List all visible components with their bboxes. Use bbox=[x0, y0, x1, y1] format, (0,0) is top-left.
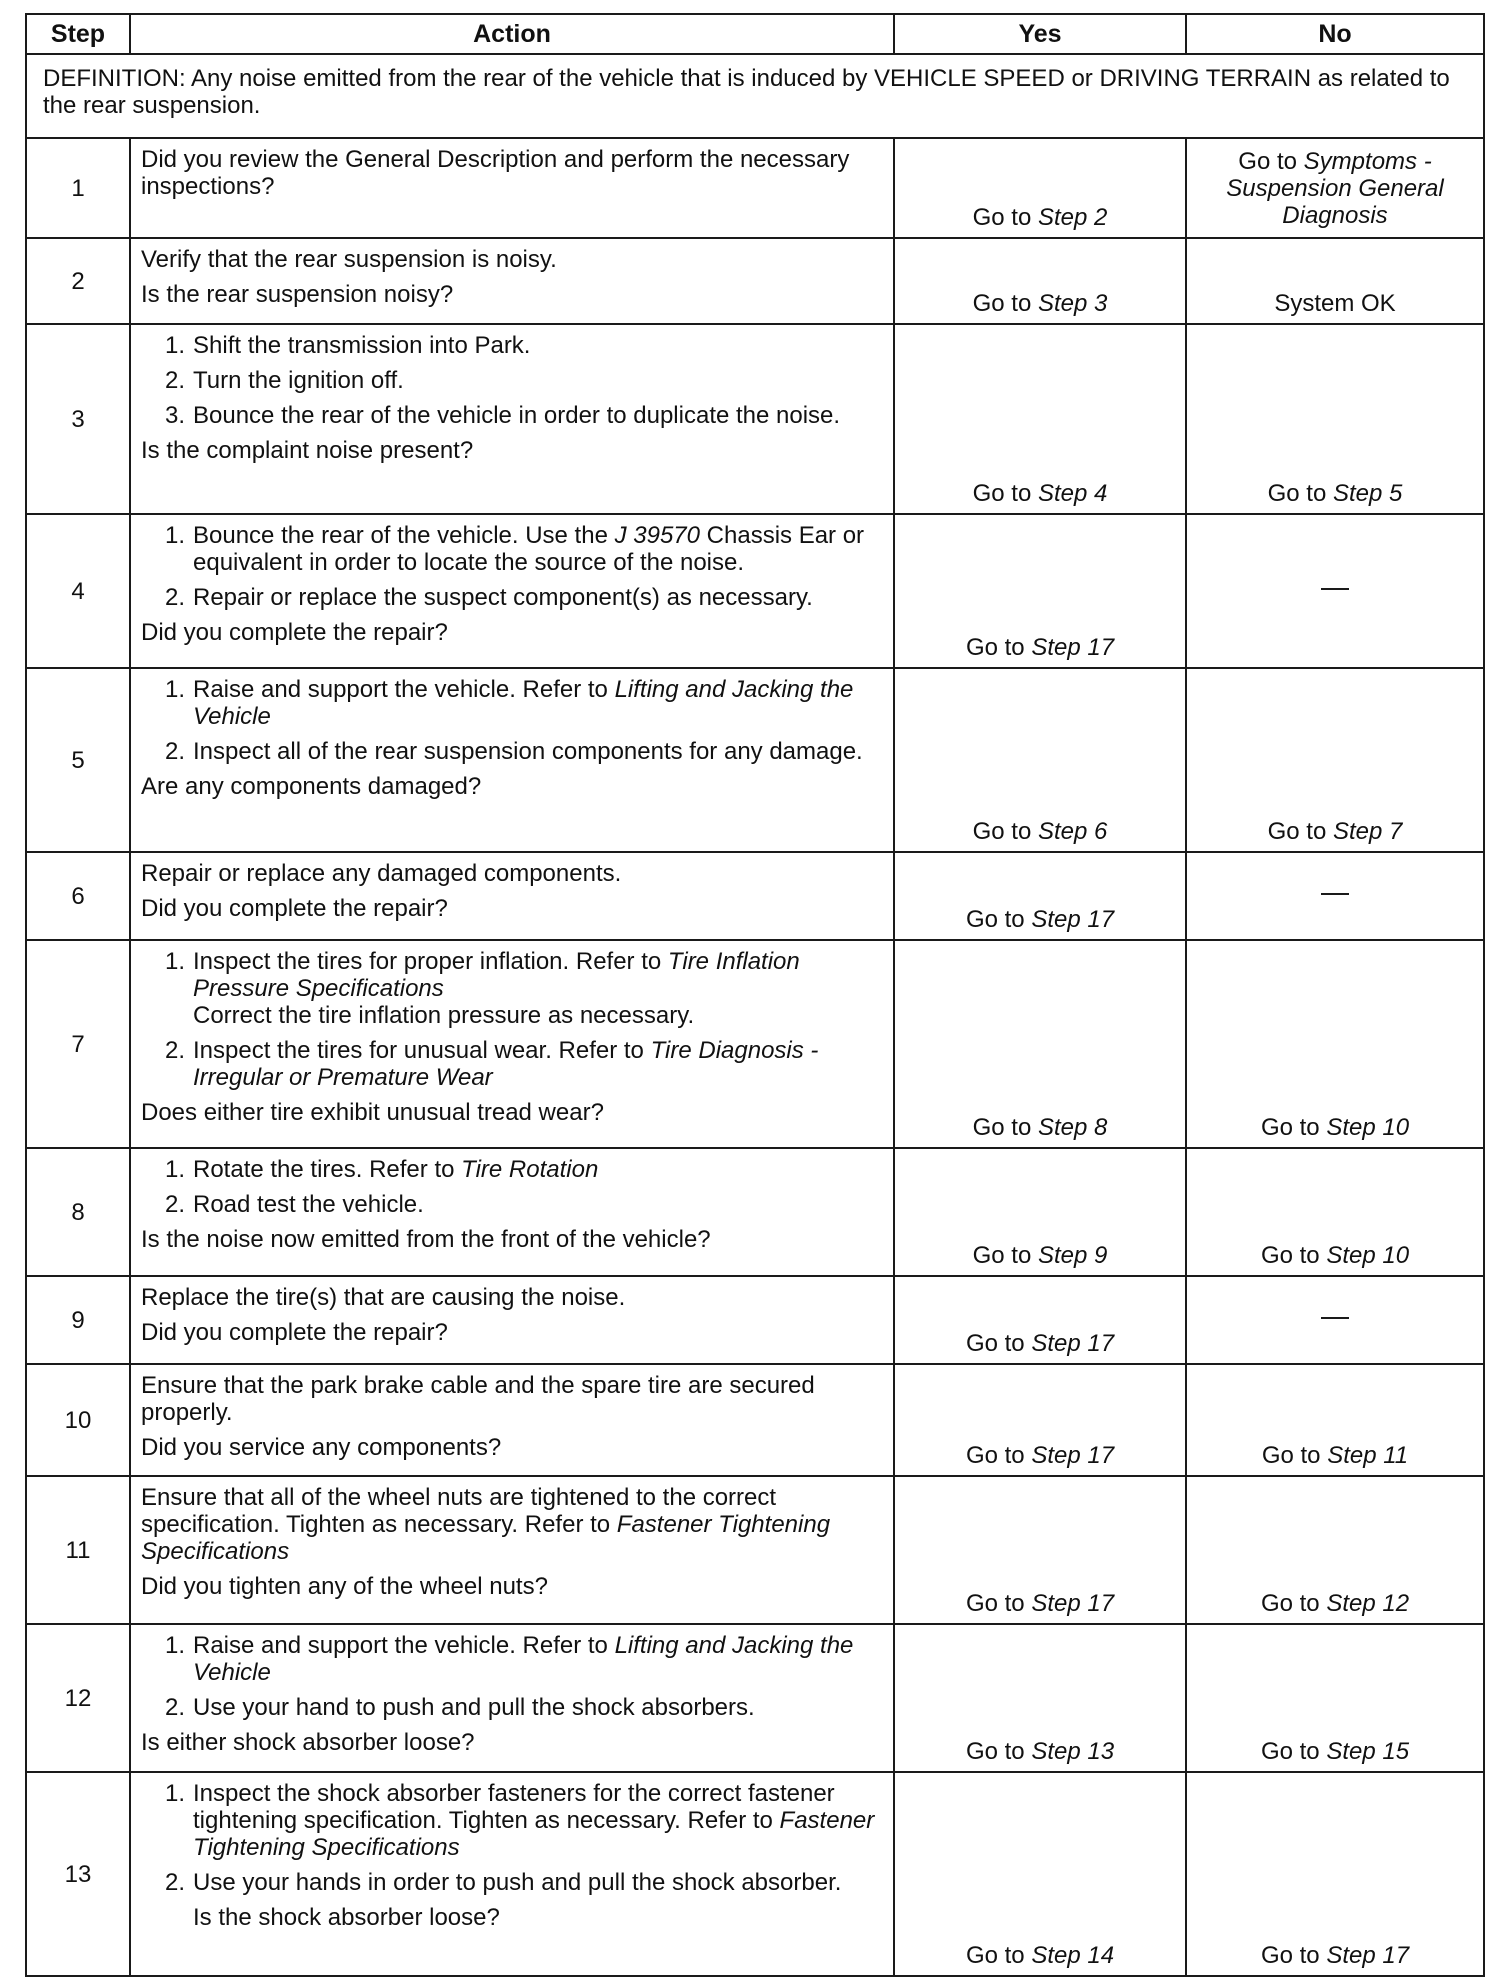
no-result bbox=[1186, 1624, 1484, 1772]
action-paragraph bbox=[141, 1484, 885, 1565]
action-question: Are any components damaged? bbox=[141, 773, 482, 800]
item-number: 1. bbox=[164, 1632, 185, 1659]
item-body: Bounce the rear of the vehicle. Use the bbox=[193, 522, 615, 549]
yes-goto bbox=[966, 634, 1114, 661]
action-text: Ensure that all of the wheel nuts are tightened to the correct specification. Tighten as necessary. Refer to bbox=[141, 1484, 777, 1538]
item-body: Turn the ignition off. bbox=[193, 367, 404, 394]
action-paragraph: Replace the tire(s) that are causing the noise. bbox=[141, 1284, 626, 1311]
action-list bbox=[141, 1632, 885, 1721]
item-text bbox=[193, 1156, 885, 1183]
no-goto-prefix: Go to bbox=[1267, 480, 1333, 507]
action-list-item bbox=[141, 332, 885, 359]
no-result bbox=[1186, 1276, 1484, 1364]
diagnostic-table-sheet bbox=[25, 13, 1483, 1977]
header-row bbox=[26, 14, 1484, 54]
item-body: Inspect the tires for unusual wear. Refer to bbox=[193, 1037, 651, 1064]
definition-text: DEFINITION: Any noise emitted from the rear of the vehicle that is induced by VEHICLE SPEED or DRIVING TERRAIN as related to the rear suspension. bbox=[26, 54, 1484, 138]
item-number: 1. bbox=[164, 1780, 185, 1807]
step-row bbox=[26, 138, 1484, 238]
yes-result bbox=[894, 138, 1186, 238]
action-list-item bbox=[141, 1869, 885, 1896]
yes-goto bbox=[966, 1738, 1114, 1765]
action-list-item bbox=[141, 676, 885, 730]
step-number: 10 bbox=[26, 1364, 130, 1476]
no-result bbox=[1186, 324, 1484, 514]
no-result bbox=[1186, 668, 1484, 852]
action-list bbox=[141, 676, 885, 765]
item-number: 1. bbox=[164, 948, 185, 975]
action-list-item bbox=[141, 522, 885, 576]
step-number: 7 bbox=[26, 940, 130, 1148]
item-body: Bounce the rear of the vehicle in order to duplicate the noise. bbox=[193, 402, 841, 429]
no-result bbox=[1186, 1148, 1484, 1276]
yes-goto-prefix: Go to bbox=[972, 1114, 1038, 1141]
step-action bbox=[130, 1624, 894, 1772]
item-body: Shift the transmission into Park. bbox=[193, 332, 531, 359]
step-action bbox=[130, 1772, 894, 1976]
yes-goto-prefix: Go to bbox=[965, 1442, 1032, 1469]
action-list-item bbox=[141, 1632, 885, 1686]
action-list-item bbox=[141, 1037, 885, 1091]
step-action bbox=[130, 324, 894, 514]
yes-goto-ref: Step 9 bbox=[1037, 1242, 1108, 1269]
yes-goto-prefix: Go to bbox=[972, 1242, 1038, 1269]
no-result bbox=[1186, 1772, 1484, 1976]
action-list-item bbox=[141, 948, 885, 1029]
step-number: 2 bbox=[26, 238, 130, 324]
item-reference: Tire Inflation Pressure Specifications bbox=[193, 948, 800, 1002]
step-action bbox=[130, 138, 894, 238]
yes-goto-prefix: Go to bbox=[972, 818, 1038, 845]
action-question: Is the rear suspension noisy? bbox=[141, 281, 454, 308]
step-number: 8 bbox=[26, 1148, 130, 1276]
item-text bbox=[193, 738, 885, 765]
action-question: Did you complete the repair? bbox=[141, 895, 448, 922]
diagnostic-table bbox=[25, 13, 1485, 1977]
step-action bbox=[130, 940, 894, 1148]
yes-result bbox=[894, 1148, 1186, 1276]
header-yes: Yes bbox=[894, 14, 1186, 54]
yes-goto-ref: Step 17 bbox=[1031, 634, 1115, 661]
action-question: Is the noise now emitted from the front of the vehicle? bbox=[141, 1226, 711, 1253]
step-number: 13 bbox=[26, 1772, 130, 1976]
no-goto-prefix: Go to bbox=[1260, 1242, 1327, 1269]
item-number: 2. bbox=[164, 1869, 185, 1896]
item-body: Use your hand to push and pull the shock absorbers. bbox=[193, 1694, 755, 1721]
no-goto bbox=[1261, 1738, 1409, 1765]
no-goto-ref: Step 5 bbox=[1332, 480, 1403, 507]
item-text bbox=[193, 332, 885, 359]
no-goto-prefix: Go to bbox=[1260, 1738, 1327, 1765]
step-action bbox=[130, 1476, 894, 1624]
step-number: 9 bbox=[26, 1276, 130, 1364]
yes-goto bbox=[973, 290, 1108, 317]
yes-goto bbox=[966, 906, 1114, 933]
item-text bbox=[193, 522, 885, 576]
yes-result bbox=[894, 852, 1186, 940]
step-row bbox=[26, 1276, 1484, 1364]
step-number: 1 bbox=[26, 138, 130, 238]
no-goto-prefix: Go to bbox=[1238, 148, 1304, 175]
no-result bbox=[1186, 852, 1484, 940]
yes-result bbox=[894, 1276, 1186, 1364]
yes-goto-prefix: Go to bbox=[972, 480, 1038, 507]
item-body: Chassis Ear or equivalent in order to locate the source of the noise. bbox=[193, 522, 865, 576]
no-goto-prefix: Go to bbox=[1260, 1114, 1327, 1141]
yes-goto-ref: Step 8 bbox=[1037, 1114, 1108, 1141]
action-list-item bbox=[141, 1780, 885, 1861]
item-number: 1. bbox=[164, 1156, 185, 1183]
no-goto bbox=[1262, 1442, 1408, 1469]
yes-goto-ref: Step 17 bbox=[1031, 1442, 1115, 1469]
action-list-item bbox=[141, 1191, 885, 1218]
yes-goto-ref: Step 17 bbox=[1031, 906, 1115, 933]
step-row bbox=[26, 852, 1484, 940]
action-list-item bbox=[141, 584, 885, 611]
no-goto bbox=[1261, 1114, 1409, 1141]
item-reference: Tire Rotation bbox=[461, 1156, 599, 1183]
header-step: Step bbox=[26, 14, 130, 54]
yes-goto-ref: Step 4 bbox=[1037, 480, 1108, 507]
step-row bbox=[26, 1364, 1484, 1476]
no-action-dash bbox=[1321, 893, 1349, 895]
yes-goto-ref: Step 17 bbox=[1031, 1330, 1115, 1357]
no-result bbox=[1186, 138, 1484, 238]
action-reference: Fastener Tightening Specifications bbox=[141, 1511, 831, 1565]
yes-goto-ref: Step 14 bbox=[1031, 1942, 1115, 1969]
yes-goto-ref: Step 6 bbox=[1037, 818, 1108, 845]
action-list bbox=[141, 948, 885, 1091]
step-row bbox=[26, 238, 1484, 324]
action-list-item bbox=[141, 402, 885, 429]
item-text bbox=[193, 584, 885, 611]
no-goto bbox=[1226, 148, 1443, 229]
item-reference: Tire Diagnosis - Irregular or Premature Wear bbox=[193, 1037, 819, 1091]
item-number: 2. bbox=[164, 738, 185, 765]
yes-goto-ref: Step 13 bbox=[1031, 1738, 1115, 1765]
item-text bbox=[193, 402, 885, 429]
item-body: Rotate the tires. Refer to bbox=[193, 1156, 462, 1183]
action-paragraph: Verify that the rear suspension is noisy. bbox=[141, 246, 557, 273]
step-action bbox=[130, 238, 894, 324]
step-action bbox=[130, 514, 894, 668]
step-number: 12 bbox=[26, 1624, 130, 1772]
item-number: 2. bbox=[164, 367, 185, 394]
yes-goto-prefix: Go to bbox=[965, 1590, 1032, 1617]
action-question: Did you service any components? bbox=[141, 1434, 502, 1461]
no-goto bbox=[1268, 480, 1403, 507]
no-result bbox=[1186, 1476, 1484, 1624]
yes-goto bbox=[966, 1442, 1114, 1469]
item-text bbox=[193, 948, 885, 1029]
no-goto bbox=[1261, 1942, 1409, 1969]
item-text bbox=[193, 1780, 885, 1861]
no-goto bbox=[1261, 1590, 1409, 1617]
yes-goto-prefix: Go to bbox=[972, 290, 1038, 317]
yes-result bbox=[894, 1364, 1186, 1476]
no-goto-prefix: Go to bbox=[1260, 1942, 1327, 1969]
step-row bbox=[26, 1476, 1484, 1624]
action-question: Is the complaint noise present? bbox=[141, 437, 474, 464]
item-number: 2. bbox=[164, 1694, 185, 1721]
no-goto bbox=[1268, 818, 1403, 845]
item-number: 2. bbox=[164, 584, 185, 611]
yes-result bbox=[894, 1476, 1186, 1624]
item-body: Inspect the shock absorber fasteners for the correct fastener tightening specification. Tighten as necessary. Refer to bbox=[193, 1780, 835, 1834]
action-paragraph: Did you review the General Description and perform the necessary inspections? bbox=[141, 146, 850, 200]
action-question: Does either tire exhibit unusual tread wear? bbox=[141, 1099, 604, 1126]
item-text bbox=[193, 1037, 885, 1091]
action-paragraph: Repair or replace any damaged components. bbox=[141, 860, 622, 887]
step-action bbox=[130, 1364, 894, 1476]
yes-goto bbox=[973, 1242, 1108, 1269]
no-action-dash bbox=[1321, 588, 1349, 590]
action-question: Did you complete the repair? bbox=[141, 619, 448, 646]
no-goto-ref: Step 17 bbox=[1326, 1942, 1410, 1969]
action-list bbox=[141, 332, 885, 429]
no-result bbox=[1186, 1364, 1484, 1476]
action-list bbox=[141, 1156, 885, 1218]
item-text bbox=[193, 367, 885, 394]
item-number: 2. bbox=[164, 1037, 185, 1064]
step-number: 4 bbox=[26, 514, 130, 668]
yes-goto-ref: Step 3 bbox=[1037, 290, 1108, 317]
yes-goto-prefix: Go to bbox=[965, 1942, 1032, 1969]
item-text bbox=[193, 1191, 885, 1218]
step-action bbox=[130, 668, 894, 852]
no-goto-ref: Step 10 bbox=[1326, 1114, 1410, 1141]
step-row bbox=[26, 514, 1484, 668]
item-number: 2. bbox=[164, 1191, 185, 1218]
step-action bbox=[130, 1148, 894, 1276]
no-result: System OK bbox=[1186, 238, 1484, 324]
yes-goto bbox=[973, 480, 1108, 507]
no-goto-prefix: Go to bbox=[1260, 1590, 1327, 1617]
no-goto-prefix: Go to bbox=[1267, 818, 1333, 845]
yes-goto bbox=[973, 204, 1108, 231]
yes-goto-prefix: Go to bbox=[965, 906, 1032, 933]
no-goto-ref: Symptoms - Suspension General Diagnosis bbox=[1226, 148, 1444, 229]
yes-result bbox=[894, 238, 1186, 324]
yes-goto bbox=[966, 1942, 1114, 1969]
item-reference: Lifting and Jacking the Vehicle bbox=[193, 1632, 854, 1686]
item-number: 1. bbox=[164, 522, 185, 549]
item-body: Repair or replace the suspect component(s) as necessary. bbox=[193, 584, 813, 611]
item-reference: Fastener Tightening Specifications bbox=[193, 1807, 875, 1861]
yes-result bbox=[894, 514, 1186, 668]
item-body: Inspect all of the rear suspension components for any damage. bbox=[193, 738, 863, 765]
item-text bbox=[193, 1869, 885, 1896]
no-goto-ref: Step 7 bbox=[1332, 818, 1403, 845]
yes-goto-prefix: Go to bbox=[965, 634, 1032, 661]
action-paragraph: Ensure that the park brake cable and the spare tire are secured properly. bbox=[141, 1372, 815, 1426]
item-text bbox=[193, 676, 885, 730]
no-goto-prefix: Go to bbox=[1261, 1442, 1328, 1469]
item-text bbox=[193, 1632, 885, 1686]
no-goto-ref: Step 11 bbox=[1327, 1442, 1409, 1469]
step-number: 6 bbox=[26, 852, 130, 940]
action-list bbox=[141, 1780, 885, 1896]
no-goto-ref: Step 10 bbox=[1326, 1242, 1410, 1269]
action-list-item bbox=[141, 1694, 885, 1721]
yes-goto bbox=[973, 1114, 1108, 1141]
item-text bbox=[193, 1694, 885, 1721]
item-number: 1. bbox=[164, 332, 185, 359]
yes-goto bbox=[966, 1330, 1114, 1357]
no-result bbox=[1186, 514, 1484, 668]
step-action bbox=[130, 852, 894, 940]
step-number: 5 bbox=[26, 668, 130, 852]
yes-goto-prefix: Go to bbox=[965, 1330, 1032, 1357]
no-goto bbox=[1261, 1242, 1409, 1269]
item-body: Inspect the tires for proper inflation. Refer to bbox=[193, 948, 668, 975]
step-row bbox=[26, 1772, 1484, 1976]
action-question: Did you complete the repair? bbox=[141, 1319, 448, 1346]
item-reference: J 39570 bbox=[614, 522, 700, 549]
step-row bbox=[26, 1624, 1484, 1772]
yes-result bbox=[894, 940, 1186, 1148]
definition-row bbox=[26, 54, 1484, 138]
action-question: Did you tighten any of the wheel nuts? bbox=[141, 1573, 548, 1600]
yes-goto-ref: Step 2 bbox=[1037, 204, 1108, 231]
header-action: Action bbox=[130, 14, 894, 54]
action-list-item bbox=[141, 738, 885, 765]
item-subtext: Correct the tire inflation pressure as necessary. bbox=[193, 1002, 695, 1029]
yes-goto bbox=[966, 1590, 1114, 1617]
yes-goto bbox=[973, 818, 1108, 845]
item-body: Road test the vehicle. bbox=[193, 1191, 424, 1218]
yes-goto-prefix: Go to bbox=[972, 204, 1038, 231]
item-body: Raise and support the vehicle. Refer to bbox=[193, 1632, 615, 1659]
action-list-item bbox=[141, 1156, 885, 1183]
no-goto-ref: Step 15 bbox=[1326, 1738, 1410, 1765]
step-row bbox=[26, 1148, 1484, 1276]
item-reference: Lifting and Jacking the Vehicle bbox=[193, 676, 854, 730]
yes-result bbox=[894, 668, 1186, 852]
step-number: 11 bbox=[26, 1476, 130, 1624]
action-question: Is either shock absorber loose? bbox=[141, 1729, 475, 1756]
header-no: No bbox=[1186, 14, 1484, 54]
yes-result bbox=[894, 1772, 1186, 1976]
action-list bbox=[141, 522, 885, 611]
yes-result bbox=[894, 1624, 1186, 1772]
step-row bbox=[26, 940, 1484, 1148]
yes-goto-ref: Step 17 bbox=[1031, 1590, 1115, 1617]
item-number: 1. bbox=[164, 676, 185, 703]
step-row bbox=[26, 324, 1484, 514]
no-result bbox=[1186, 940, 1484, 1148]
step-row bbox=[26, 668, 1484, 852]
action-question: Is the shock absorber loose? bbox=[193, 1904, 500, 1931]
step-action bbox=[130, 1276, 894, 1364]
no-goto-ref: Step 12 bbox=[1326, 1590, 1410, 1617]
no-action-dash bbox=[1321, 1317, 1349, 1319]
action-list-item bbox=[141, 367, 885, 394]
step-number: 3 bbox=[26, 324, 130, 514]
yes-result bbox=[894, 324, 1186, 514]
item-body: Use your hands in order to push and pull the shock absorber. bbox=[193, 1869, 842, 1896]
item-number: 3. bbox=[164, 402, 185, 429]
item-body: Raise and support the vehicle. Refer to bbox=[193, 676, 615, 703]
yes-goto-prefix: Go to bbox=[965, 1738, 1032, 1765]
